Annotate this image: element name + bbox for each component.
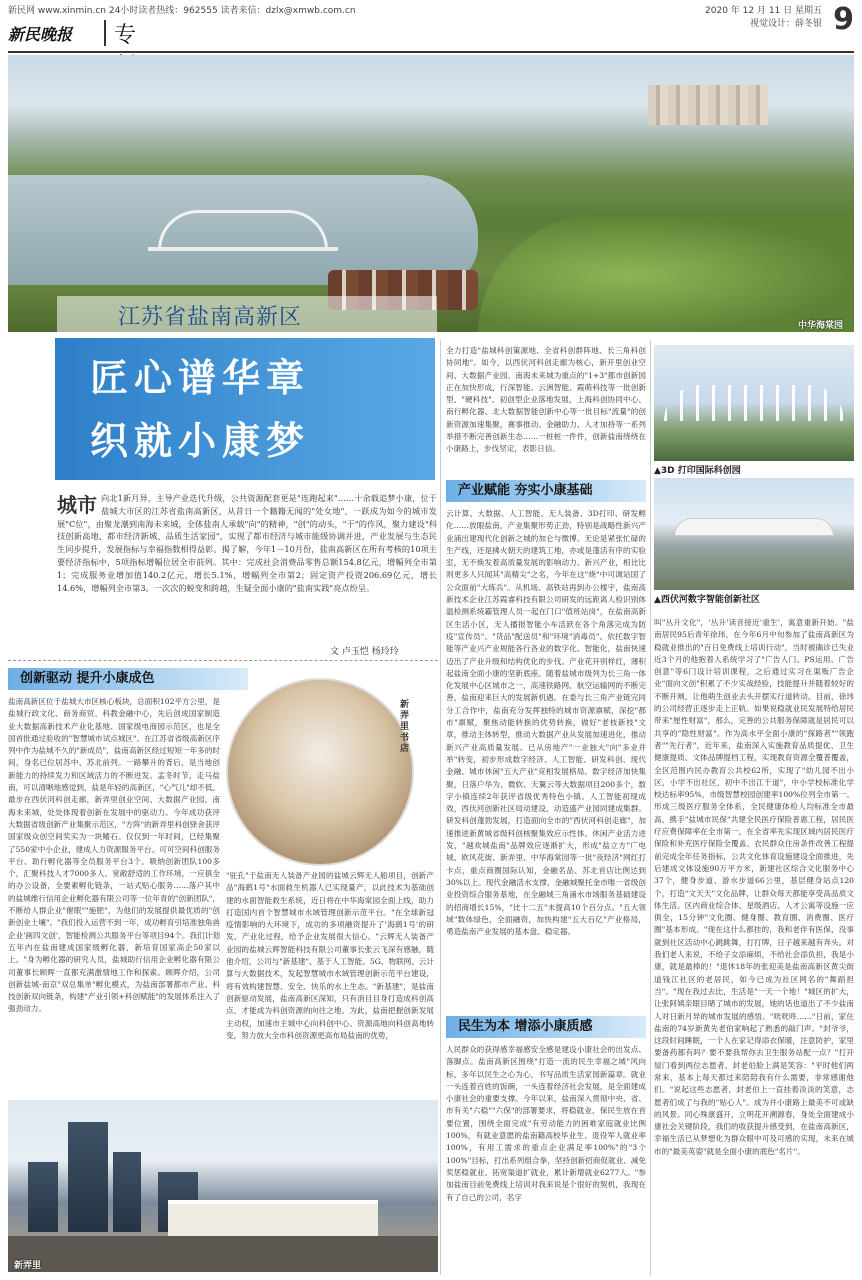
arch-bridge — [158, 210, 328, 250]
article-column-2: "驻孔"于盐南无人装备产业园的盐城云辉无人船项目，创新产品"海鹞1号"水面救生机器人已实现量产，以此技术为基础创建的水面智能救生系统，近日将在中华海棠园全面上线，助力打造国内首个智慧城市水域管理创新示范平台。"在全球新冠疫情影响的大环境下，成功的多项融资提升了'海鹞1号'的研发、产业化过程，给予企业发展很大信心。"云辉无人装备产业园的盐城云辉智能科技有限公司董事长张云飞深有感触，随他介绍，公司与"新基建"、基于人工智能、5G、物联网、云计算与大数据技术，发起智慧城市水域管理创新示范平台建设，将有效构建智慧、安全、快乐的水上生态。"新基建"，是盐南创新驱动发展，盐南高新区深知，只有消目目身打造成科创高点，才能成为科创资源的向往之地。为此，盐南把握创新发展主动权，加速市主城中心向科创中心、资源高地向科创高地转变，努力放大全市科创资源更高布局盐南的优势， — [226, 871, 434, 1040]
lead-dropcap: 城市 — [57, 493, 97, 517]
gate-canopy — [674, 518, 834, 536]
3d-print-park-photo — [654, 345, 854, 461]
page-number: 9 — [833, 2, 854, 37]
article-column-5: 人民群众的获得感幸福感安全感是建设小康社会的出发点、落脚点。盐南高新区围绕"打造一流的民生幸福之城"风向标，多年以民生之心为心，书写品质生活家园新篇章。就业一头连着百姓的饭碗，一头连着经济社会发展，是全面建成小康社会的重要支撑。今年以来，盐南深入贯彻中央、省、市有关"六稳""六保"的部署要求，将稳就业、保民生放在首要位置，围绕全面完成"有劳动能力的困难家庭就业比例100%，有就业意愿的盐南籍高校毕业生、退役军人就业率100%，有用工需求的重点企业满足率100%"的"3个100%"目标，打出系列组合拳，坚持创新招商促就业、减免奖惩稳就业、拓宽渠道扩就业，累计新增就业6277人。"参加盐南目前免费线上培训对我来说是个很好的契机，我现在有了自己的公司，名字 — [446, 1045, 646, 1202]
editor-credit: 视觉设计：薛冬银 — [749, 19, 822, 29]
city-caption: 新弄里 — [14, 1261, 42, 1271]
article-column-3: 全力打造"盐城科创策源地、全省科创群阵地、长三角科创协同地"。如今，以西伏河科创走廊为核心，新开里创业空间、大数据产业园、南海未来城为重点的"1+3"都市创新园正在加快形成，行深智能、云洲智能、霞萌科技等一批创新型、"硬科技"、初创型企业落地发展，上海科创协同中心、南行孵化器、北大数据智能创新中心等一批目标"流量"的创新资源加速集聚，赛事推动、金融助力、人才加持等一系列举措不断完善创新生态……一桩桩一件件，创新盐南绕绕在小康路上，步伐坚定，表影日信。 — [446, 346, 646, 454]
digital-community-photo — [654, 478, 854, 590]
top-info-bar — [0, 0, 862, 16]
headline-line-2: 织就小康梦 — [90, 419, 311, 463]
column-rule-2 — [650, 340, 651, 1275]
street — [8, 1236, 438, 1272]
city-street-photo — [8, 1100, 438, 1272]
article-column-6: 叫"丛升文化"，'丛升'读音接近'重生'，寓意重新开始。"盐南居民95后青年徐玮，在今年6月中旬参加了盐南高新区为稳就业推出的"百日免费线上培训行动"，当时被确诊已失业近3个月的他抱着人系统学习了"广告人门、PS运用、广告创意"等6门设计培训课程，之后通过实习在渠贩广告企业"面向文创"积累了不少实战经验，技能提升并随着较好的不断开闸，让他萌生创业去头开摆实行道转动。目前，徐玮的公司经营正逐步走上正轨。如果说稳就业民发展特给居民带来"厘性财富"，那么，完善的公共服务保障就是居民可以共享的"隐性财富"。作为高水平全面小康的"探路者""领跑者""先行者"，近年来，盐南深入实施教育品质提优、卫生健康提质、文体品牌提档工程，实现教育资源全覆普覆盖，全区范围内民办教育公共校62所，实现了"幼儿园不出小区，小学不出社区，初中不出江干道"，中小学校标准化学校达标率95%，市级智慧校园创建率100%位列全市第一。形成三级医疗服务全体系，全民健康体检人均标准全市最高，携手"盐城市民保"共建全民医疗保险普惠工程，居民医疗应费保障率在全市第一，在全省率先实现区域内居民医疗保险和补充医疗保险全覆盖。衣民群众住房条件改善工程提前完成全年任务指标，公共文化体育设施建设全面推进，先后建成文体设施90万平方米，新建社区综合文化服务中心37个，健身步道、游水步道66公里，基层健身站点120个，打造"文天天"文化品牌，让群众每天都能享受高品质文体生活。区内商业综合体、星级酒店、人才公寓等设施一应俱全，15分钟"文化圈、健身圈、教育圈、消费圈、医疗圈"基本形成。"现在这什么都挂的，我和老伴有医保，没事就到社区活动中心跳跳舞，打打牌，日子越来越有奔头。对我们老人来说，不给子女添麻烦，不给社会添负担，我是小康，就是最棒的！"退休18年的张迎美是盐南高新区黄尖街道钱江社区的老居民，如今已成为社区网名的"舞蹈担当"。"现在我过去比，生活是"一天一个地！"城区的扩大，让张阿姨亲眼目睹了城市的发展，她的话也道出了不少盐南人对日新月异的城市发展的感悟。"咣咣咚……"日前，家住盐南的74岁新黄先老伯家响起了熟悉的敲门声。"封爷爷，这段时间睡眠，一个人在家记得添衣保暖，注意防护，家里要备药都有吗？要不要我帮你去卫生服务站配一点？"打开屋门看到两位志愿者、封老伯脸上满是笑容："平时他们两常来，基本上每天都过来陪陪我有什么需要，非常感谢他们。"说起这些志愿者，封老伯上一直挂着淡淡的笑意，志愿者们成了与我的"贴心人"。成为并小康路上最美不可或缺的风景。同心殊康盛开，立明花开溯源春，身处全面建成小康社会关键阶段，我们的收获提升感受到，在盐南高新区，幸福生活已从梦想化为群众眼中可及可感的实现，未来在城市的"最美英姿"就是全面小康的底色"名片"。 — [654, 618, 854, 1156]
hero-aerial-photo — [8, 55, 854, 332]
tower-1 — [68, 1122, 108, 1232]
skyline — [648, 85, 768, 125]
lead-text: 向北1新月异，主导产业迭代升级，公共资源配套更是"连跑起来"……十余载追梦小康，位于盐城大市区的江苏省盐南高新区，从昔日一个籍籍无闻的"处女地"，一跃成为如今的城市发展"C位"，由聚龙潮到南海未来城，全体盐南人承载"向"的精神，"创"的动头，"干"的作风，聚力建设"科技创新高地、都市经济新城、品质生活家园"，实现了都市经济与城市能级协调并进，产业发展与生态民生同步提升，发展指标与幸福指数相得益彰。揭了解，今年1－10月份，盐南高新区在所有考核的10项主要经济指标中，5项指标增幅位居全市前列。其中：完成社会消费品零售总额154.8亿元，增幅列全市第1；完成服务业增加值140.2亿元，增长5.1%，增幅列全市第2；固定资产投资206.69亿元，增长14.6%，增幅列全市第3。一次次的蜕变和跨越，生疑全面小康的"盐南实践"亮点纷呈。 — [57, 493, 437, 593]
3d-park-caption: ▲3D 打印国际科创园 — [654, 466, 741, 476]
bridge-deck — [148, 247, 338, 251]
mall-building — [168, 1200, 378, 1240]
digital-community-caption: ▲西伏河数字智能创新社区 — [654, 595, 760, 605]
headline-line-1: 匠心谱华章 — [90, 356, 311, 400]
lead-paragraph — [57, 492, 437, 594]
article-column-4: 云计算、大数据、人工智能、无人装备、3D打印、研发孵化……放眼盐南，产业集聚形势正劲，特别是战略性新兴产业涌出建现代化创新之城的加仑与微博。无论是紧张忙碌的生产线，还是拂火朝天的建筑工地，亦或是蓬活有序的实验室，无不焕发着高质量发展的影响动力。新兴产业，相比比则更多人只闻其"高精尖"之名，今年在这"烧"中可调站国了公众面前"大练兵"。从机场、高铁站再到办公楼宇，盐南高新技术企业江苏霞睿科技有限公司研发的远距离人检识别体温检测系统霸管理人员一起在门口"值班站岗"，在盐南高新区生活小区，无人播报智能小车活跃在各个角落完成为防疫"宣传员"、"货品"配送员"和"环境"消毒员"。依托数字智能等产业兴产业规能各行各业的数字化、智能化，盐南快速迈出了产业升级和结构优化的步伐。产业花开别样红，薄积起盐南全面小康的坚新底座。随着盐城市级列为长三角一体化发展中心区城市之一，高速铁路网、航空运输网的不断完善，盐南迎来巨大的发展新机遇。在委与长三角产业链完同分工合作中，盐南充分发挥独特的城市资源禀赋，深挖"都市"禀赋，聚焦动能转换的优势转换，做好"老枝新枝"文章，推动主体转型，推动大数据产业从发展加速进化，推动新兴产业高质量发展。已从房地产"一业独大"向"多业并举"转变，初步形成数字经济、人工智能、研发科创、现代金融、城市休闲"五大产业"竞相发展格局。数字经济加快集聚，日落户华为、微软、天翼云等大数据项目200多个，数字小镇连续2年获评省级优秀特色小镇。人工智能初现成效，西伏河创新社区局动建设，动造盛产业园同建成集群。研发科创蓬勃发展，打造面向全市的"西伏河科创走廊"，加速推进新黄城省级科创核聚集效应示性体。休闲产业活力迸发，"越欢城盐南"品牌效应逐渐扩大，形成"盐立方"广电城、欧风花街、新弄里、中华海棠园等一批"夜经济"网红打卡点，重点商圈国际认知，金融名品、苏北首店比例达到30%以上。现代金融活水支撑，金融城聚托金市唯一省级创业投资综合服务基地，在全融城三角涌水市场服务基础建设的招商增长15%，"比十二五"末提高10个百分点。"五大领域"数体绿色，全面融资，加快构建"五大百亿"产业格局，勇造盐南产业发展的基本盘、稳定器。 — [446, 509, 646, 937]
hero-caption: 中华海棠园 — [798, 321, 844, 331]
section-name: 专 — [114, 23, 137, 48]
date-line: 2020 年 12 月 11 日 星期五 — [705, 6, 822, 16]
column-rule-1 — [440, 340, 441, 1275]
park-land — [478, 215, 854, 332]
newspaper-logo: 新民晚报 — [8, 25, 73, 44]
tower-2 — [113, 1152, 141, 1232]
dashed-divider — [8, 660, 438, 661]
byline: 文 卢玉恺 杨玲玲 — [330, 647, 399, 657]
bookstore-photo — [226, 678, 414, 866]
section-heading-livelihood: 民生为本 增添小康质感 — [446, 1016, 646, 1038]
masthead-divider — [104, 20, 106, 46]
section-heading-industry: 产业赋能 夯实小康基础 — [446, 480, 646, 502]
header-rule — [8, 51, 854, 53]
contact-line: 新民网 www.xinmin.cn 24小时读者热线：962555 读者来信：dzlx@xmwb.com.cn — [8, 6, 356, 16]
arch-structure — [664, 385, 844, 421]
section-heading-innovation: 创新驱动 提升小康成色 — [8, 668, 248, 690]
bookstore-caption: 新弄里书店 — [400, 700, 410, 754]
article-column-1: 盐南高新区位于盐城大市区核心板块，总面积102平方公里，是盐城行政文化、商务商贸、科教金融中心，先后创成国家制造业大数据高新技术产业化基地、国家级电商园示范区，也是全国首批通过验收的"智慧城市试点城区"。在江苏省省级高新区序列中作为盐城不久的"新成员"，盐南高新区经过短短一年多的时间，身名已位居苏中、苏北前列。一路攀升的背后，是当地创新能力的持续发力和区域活力的不断迸发。孟冬时节，走马盐南，可以清晰地感觉到，盐是年轻的高新区，"心气儿"却不低。最步在西伏河科创走廊，新弄里创业空间、大数据产业园、南海未来城，处处体现着创新在发展中的驱动力。今年成功获评大数据省级创新产业集聚示范区，"方阵"的新弄里科创驿舍获评国家级众创空间奖实为一块鳍石。仅仅到一年时间，已经集聚了550家中小企业，建成人力资源服务平台、可可空间科创服务平台、助行孵化器等全员服务平台3个。吸纳创新团队100多个，汇聚科技人才7000多人。宽敞舒适的工作环境，一应俱全的办公设备，全要素孵化链条，一站式贴心服务……落户其中的盐城维行信用企业孵化器有限公司等一位年青的"创新团队"，不断给人群企业"催眠""施肥"，为他们的发展提供最优质的"创新创业土壤"。"我们投入运营不到一年，成功孵育引培准独角兽企业'画四文创'，智能检测公共服务平台等项目94个。我们计划五年内在盐南建成国家级孵化器，新培育国家高企50家以上。"身为孵化器的研究人员，盐城助行信用企业孵化器有限公司董事长顾晖一直都充满激情地工作和探索。顾晖介绍，公司创新盐城-南京"双总集单"孵化模式，为盐南部署都市产业、科技创新双向链条，构建"产业引领+科创赋能"的发展体系注入了强劲动力。 — [8, 697, 220, 1014]
tower-3 — [28, 1162, 58, 1232]
subtitle: 江苏省盐南高新区 — [118, 305, 303, 330]
